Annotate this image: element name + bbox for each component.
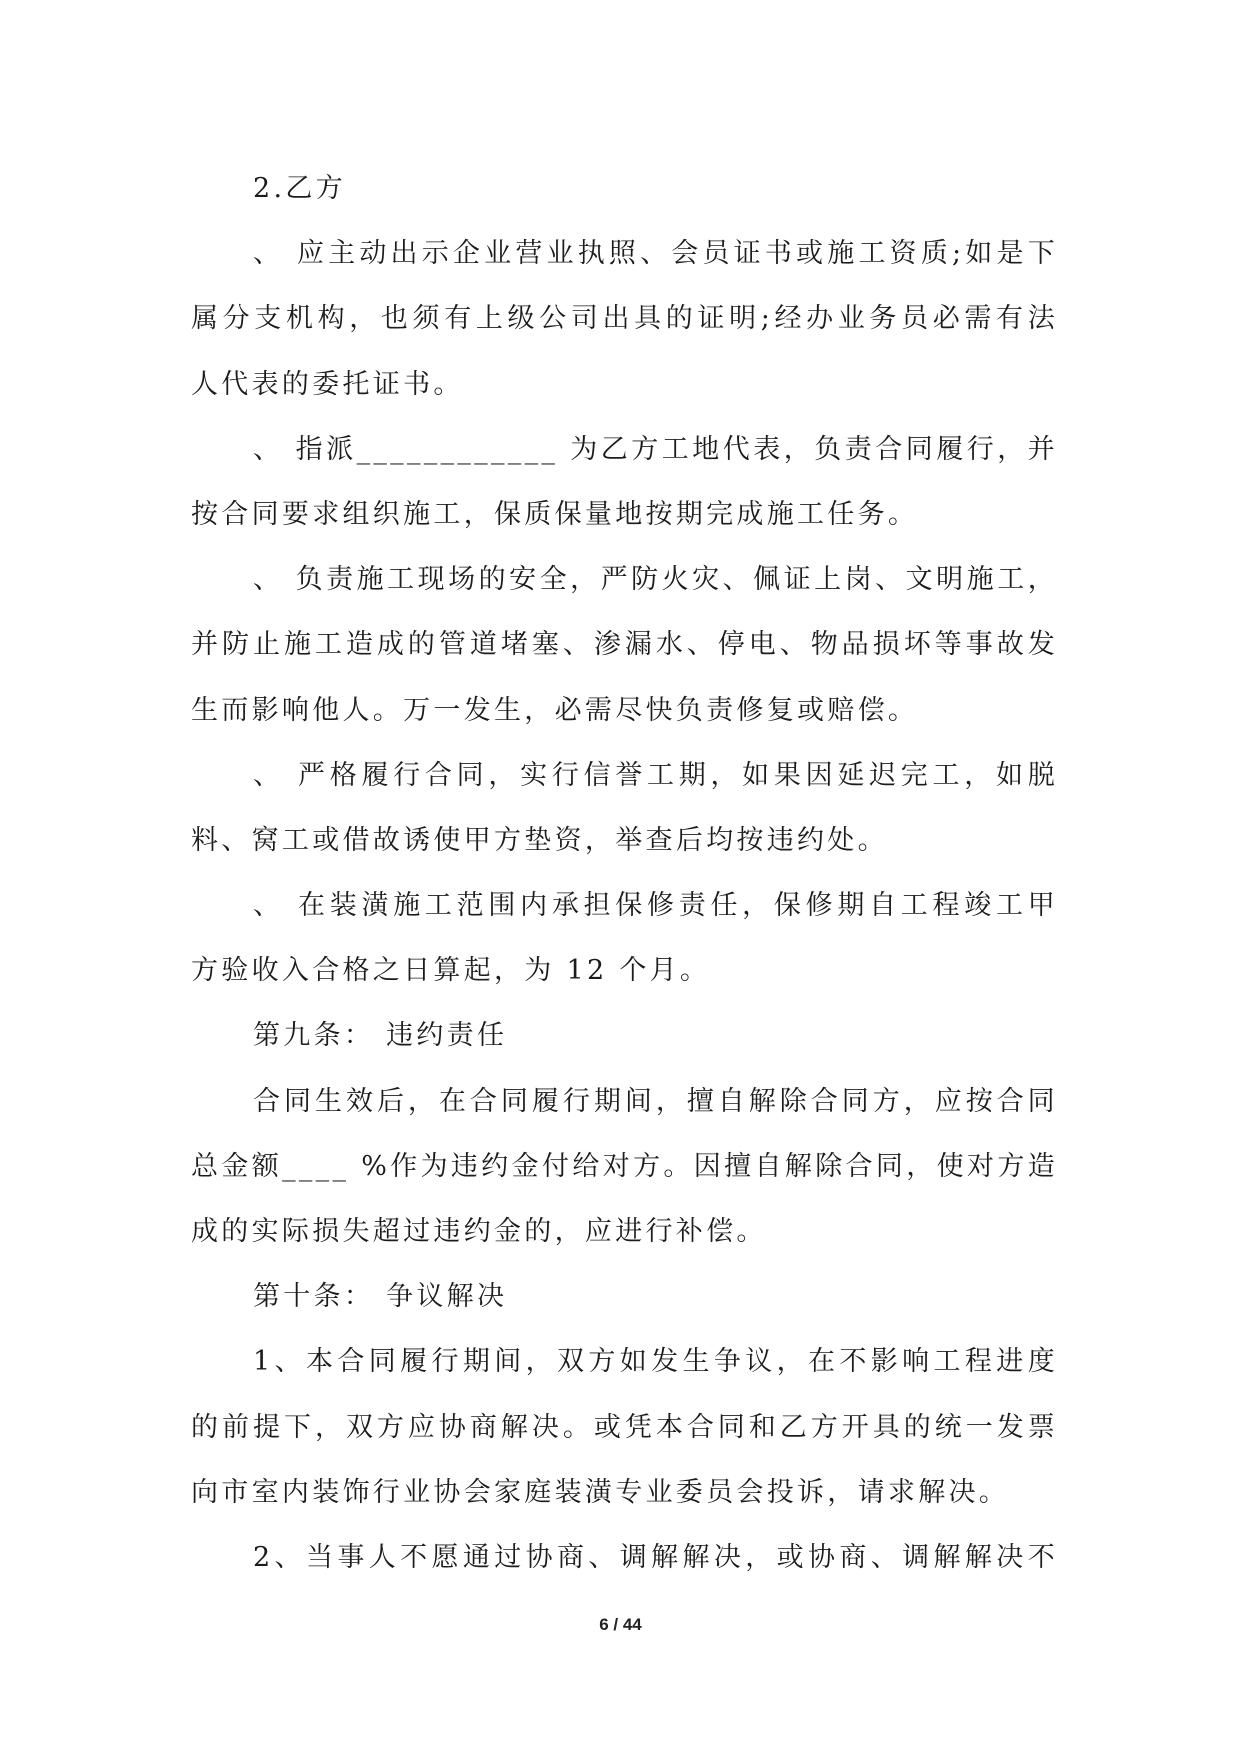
- paragraph-credentials: [191, 221, 1058, 417]
- page-number: 6 / 44: [599, 1615, 642, 1634]
- text-line: 总金额____ %作为违约金付给对方。因擅自解除合同，使对方造: [191, 1150, 1058, 1182]
- text-line: 属分支机构，也须有上级公司出具的证明;经办业务员必需有法: [191, 303, 1058, 335]
- text-line: 人代表的委托证书。: [191, 368, 464, 400]
- text-line: 1、本合同履行期间，双方如发生争议，在不影响工程进度: [253, 1346, 1058, 1378]
- text-line: 成的实际损失超过违约金的，应进行补偿。: [191, 1216, 767, 1247]
- text-line: 向市室内装饰行业协会家庭装潢专业委员会投诉，请求解决。: [191, 1476, 1010, 1508]
- text-line: 合同生效后，在合同履行期间，擅自解除合同方，应按合同: [253, 1085, 1058, 1117]
- text-line: 、 应主动出示企业营业执照、会员证书或施工资质;如是下: [253, 238, 1058, 270]
- paragraph-article-10-heading: [191, 1264, 1058, 1329]
- paragraph-article-9-heading: [191, 1003, 1058, 1068]
- paragraph-party-b-heading: [191, 156, 1058, 221]
- paragraph-site-representative: [191, 417, 1058, 547]
- text-line: 的前提下，双方应协商解决。或凭本合同和乙方开具的统一发票: [191, 1411, 1058, 1443]
- text-line: 2、当事人不愿通过协商、调解解决，或协商、调解解决不: [253, 1541, 1058, 1573]
- document-body: [191, 156, 1058, 1590]
- paragraph-dispute-clause-1: [191, 1329, 1058, 1525]
- section-heading: 2.乙方: [253, 173, 346, 204]
- text-line: 并防止施工造成的管道堵塞、渗漏水、停电、物品损坏等事故发: [191, 629, 1058, 661]
- text-line: 生而影响他人。万一发生，必需尽快负责修复或赔偿。: [191, 694, 919, 726]
- paragraph-dispute-clause-2: [191, 1525, 1058, 1590]
- text-line: 料、窝工或借故诱使甲方垫资，举查后均按违约处。: [191, 824, 888, 856]
- text-line: 按合同要求组织施工，保质保量地按期完成施工任务。: [191, 498, 919, 530]
- text-line: 方验收入合格之日算起，为 12 个月。: [191, 955, 711, 987]
- paragraph-breach-liability: [191, 1069, 1058, 1265]
- paragraph-warranty: [191, 873, 1058, 1003]
- paragraph-site-safety: [191, 547, 1058, 743]
- text-line: 、 负责施工现场的安全，严防火灾、佩证上岗、文明施工，: [253, 564, 1058, 596]
- text-line: 、 在装潢施工范围内承担保修责任，保修期自工程竣工甲: [253, 890, 1058, 922]
- text-line: 、 指派____________ 为乙方工地代表，负责合同履行，并: [253, 433, 1058, 465]
- text-line: 、 严格履行合同，实行信誉工期，如果因延迟完工，如脱: [253, 759, 1058, 791]
- article-heading: 第十条： 争议解决: [253, 1281, 508, 1313]
- paragraph-contract-performance: [191, 743, 1058, 873]
- article-heading: 第九条： 违约责任: [253, 1020, 508, 1052]
